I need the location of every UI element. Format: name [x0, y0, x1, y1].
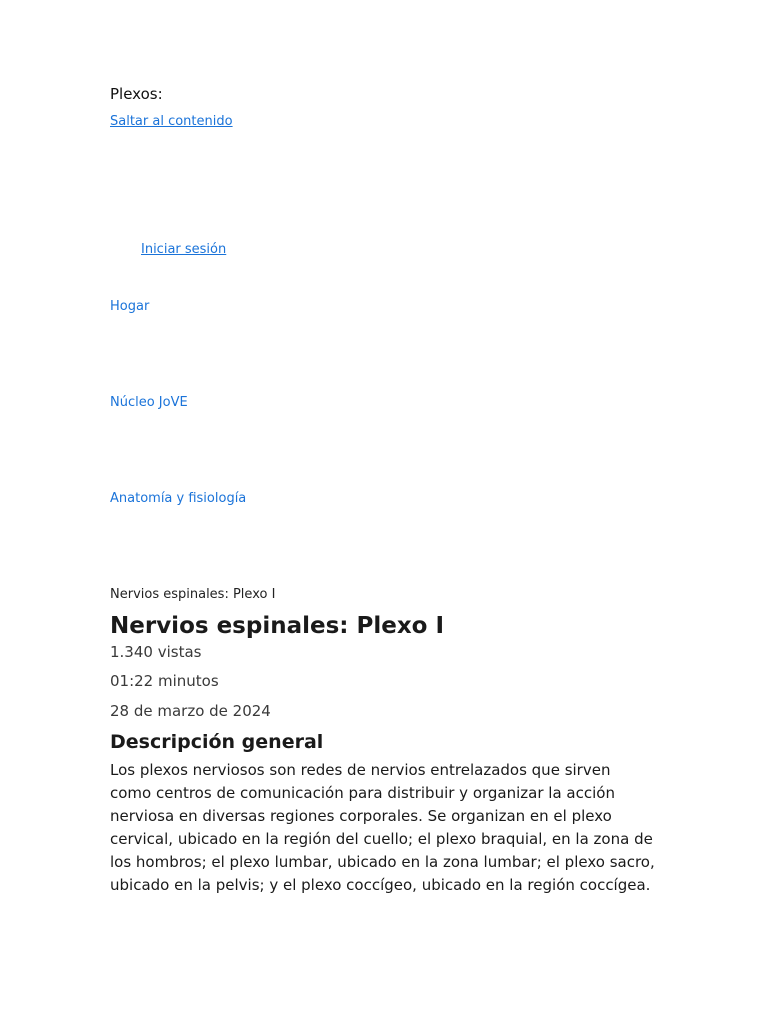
nav-link-home[interactable]: Hogar	[110, 299, 150, 314]
nav-link-anatomy-physiology[interactable]: Anatomía y fisiología	[110, 491, 247, 506]
overview-heading: Descripción general	[110, 731, 324, 753]
breadcrumb-current: Nervios espinales: Plexo I	[110, 587, 276, 602]
video-duration: 01:22 minutos	[110, 672, 219, 690]
overview-text: Los plexos nerviosos son redes de nervios entrelazados que sirven como centros de comunicación para distribuir y organizar la acción nerviosa en diversas regiones corporales. Se organizan en el plexo cervical, ubicado en la región del cuello; el plexo braquial, en la zona de los hombros; el plexo lumbar, ubicado en la zona lumbar; el plexo sacro, ubicado en la pelvis; y el plexo coccígeo, ubicado en la región coccígea.	[110, 761, 655, 894]
view-count: 1.340 vistas	[110, 643, 202, 661]
page-title: Nervios espinales: Plexo I	[110, 613, 445, 639]
publish-date: 28 de marzo de 2024	[110, 702, 271, 720]
nav-link-jove-core[interactable]: Núcleo JoVE	[110, 395, 188, 410]
skip-to-content-link[interactable]: Saltar al contenido	[110, 114, 233, 129]
login-link[interactable]: Iniciar sesión	[141, 242, 227, 257]
document-title: Plexos:	[110, 85, 163, 103]
